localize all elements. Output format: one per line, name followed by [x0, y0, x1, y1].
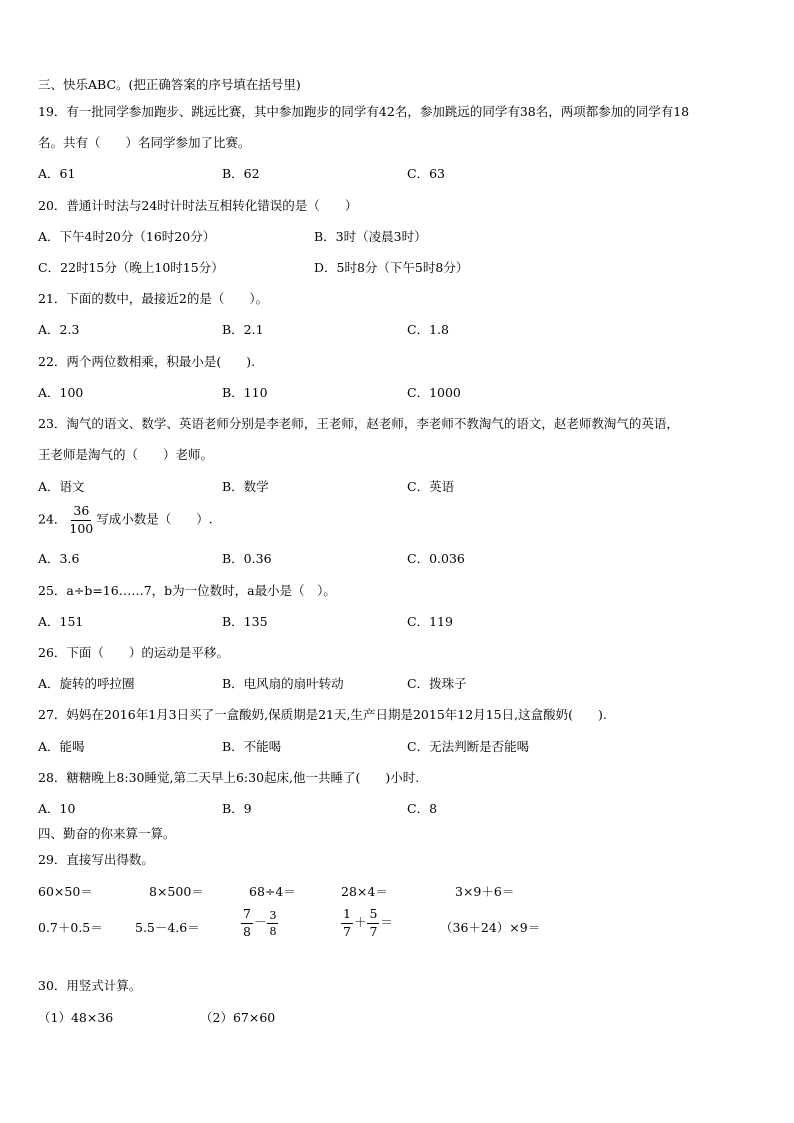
q25-option-c: C．119	[407, 614, 453, 629]
q19-option-a: A．61	[38, 166, 76, 181]
minus-sign: －	[253, 914, 267, 930]
q24-fraction-numerator: 36	[71, 505, 91, 521]
q20-option-a: A．下午4时20分（16时20分）	[38, 229, 216, 244]
question-23-line-2: 王老师是淘气的（ ）老师。	[38, 447, 214, 462]
question-28: 28．糖糖晚上8:30睡觉,第二天早上6:30起床,他一共睡了( )小时.	[38, 770, 420, 785]
plus-sign: ＋	[353, 914, 367, 930]
q30-item-2: （2）67×60	[200, 1010, 276, 1025]
q30-item-1: （1）48×36	[38, 1010, 114, 1025]
q23-option-c: C．英语	[407, 479, 455, 494]
calc-8x500: 8×500＝	[149, 884, 204, 899]
frac-denominator: 7	[369, 923, 378, 939]
calc-68div4: 68÷4＝	[249, 884, 296, 899]
q24-suffix: 写成小数是（ ）.	[96, 511, 213, 527]
section-3-title: 三、快乐ABC。(把正确答案的序号填在括号里)	[38, 77, 301, 92]
question-22: 22．两个两位数相乘，积最小是( ).	[38, 354, 256, 369]
q20-option-c: C．22时15分（晚上10时15分）	[38, 260, 224, 275]
calc-5.5minus4.6: 5.5－4.6＝	[135, 920, 200, 935]
q24-option-b: B．0.36	[222, 551, 272, 566]
frac-5-7	[367, 908, 379, 938]
q22-option-b: B．110	[222, 385, 268, 400]
calc-fraction-subtraction	[240, 908, 279, 938]
equals-sign: ＝	[380, 914, 393, 930]
q27-option-c: C．无法判断是否能喝	[407, 739, 530, 754]
frac-numerator: 5	[367, 908, 379, 924]
question-23-line-1: 23．淘气的语文、数学、英语老师分别是李老师，王老师，赵老师，李老师不教淘气的语文，赵老师教淘气的英语，	[38, 416, 679, 431]
calc-0.7plus0.5: 0.7＋0.5＝	[38, 920, 103, 935]
q21-option-b: B．2.1	[222, 322, 264, 337]
q25-option-b: B．135	[222, 614, 268, 629]
frac-numerator: 3	[269, 908, 277, 922]
q19-option-c: C．63	[407, 166, 445, 181]
q24-fraction	[67, 505, 95, 535]
q21-option-c: C．1.8	[407, 322, 449, 337]
frac-3-8	[267, 910, 278, 937]
question-27: 27．妈妈在2016年1月3日买了一盒酸奶,保质期是21天,生产日期是2015年12月15日,这盒酸奶( ).	[38, 707, 607, 722]
frac-denominator: 8	[269, 924, 277, 938]
q23-option-b: B．数学	[222, 479, 269, 494]
question-24	[38, 505, 213, 535]
frac-1-7	[341, 908, 353, 938]
q28-option-a: A．10	[38, 801, 76, 816]
q28-option-c: C．8	[407, 801, 438, 816]
q22-option-c: C．1000	[407, 385, 461, 400]
question-29-title: 29．直接写出得数。	[38, 852, 154, 867]
calc-28x4: 28×4＝	[341, 884, 388, 899]
question-21: 21．下面的数中，最接近2的是（ ）。	[38, 291, 269, 306]
question-25: 25．a÷b=16……7，b为一位数时，a最小是（ ）。	[38, 583, 336, 598]
q25-option-a: A．151	[38, 614, 84, 629]
frac-denominator: 7	[343, 923, 351, 939]
question-19-line-2: 名。共有（ ）名同学参加了比赛。	[38, 135, 251, 150]
question-20: 20．普通计时法与24时计时法互相转化错误的是（ ）	[38, 198, 358, 213]
q24-fraction-denominator: 100	[69, 520, 94, 536]
calc-3x9plus6: 3×9＋6＝	[455, 884, 515, 899]
q22-option-a: A．100	[38, 385, 84, 400]
calc-fraction-addition	[340, 908, 393, 938]
section-4-title: 四、勤奋的你来算一算。	[38, 826, 176, 841]
q27-option-b: B．不能喝	[222, 739, 282, 754]
frac-7-8	[241, 908, 253, 938]
q20-option-b: B．3时（凌晨3时）	[314, 229, 427, 244]
q26-option-c: C．拨珠子	[407, 676, 467, 691]
q24-option-a: A．3.6	[38, 551, 80, 566]
q20-option-d: D．5时8分（下午5时8分）	[314, 260, 469, 275]
q21-option-a: A．2.3	[38, 322, 80, 337]
q23-option-a: A．语文	[38, 479, 85, 494]
q19-option-b: B．62	[222, 166, 260, 181]
calc-60x50: 60×50＝	[38, 884, 93, 899]
q26-option-a: A．旋转的呼拉圈	[38, 676, 135, 691]
q26-option-b: B．电风扇的扇叶转动	[222, 676, 344, 691]
frac-denominator: 8	[243, 923, 251, 939]
question-26: 26．下面（ ）的运动是平移。	[38, 645, 229, 660]
question-30-title: 30．用竖式计算。	[38, 978, 142, 993]
frac-numerator: 1	[341, 908, 353, 924]
q28-option-b: B．9	[222, 801, 252, 816]
frac-numerator: 7	[241, 908, 253, 924]
calc-36plus24-times9: （36＋24）×9＝	[440, 920, 541, 935]
q24-option-c: C．0.036	[407, 551, 465, 566]
question-19-line-1: 19．有一批同学参加跑步、跳远比赛，其中参加跑步的同学有42名，参加跳远的同学有38名，两项都参加的同学有18	[38, 104, 690, 119]
q24-prefix: 24．	[38, 511, 67, 527]
q27-option-a: A．能喝	[38, 739, 85, 754]
